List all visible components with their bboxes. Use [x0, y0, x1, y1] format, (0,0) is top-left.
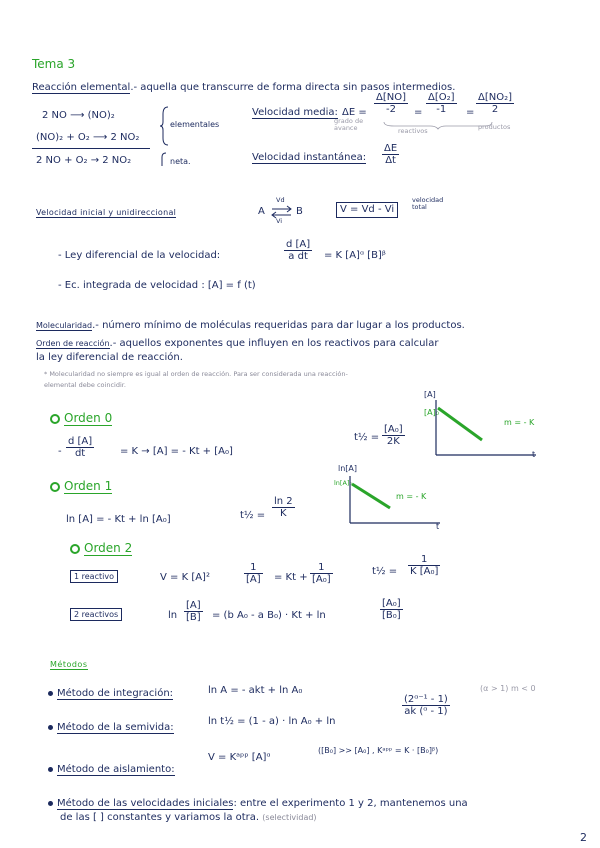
equation-3: 2 NO + O₂ → 2 NO₂	[36, 155, 132, 166]
equations-divider	[32, 148, 150, 149]
brace-under-fractions	[384, 120, 494, 130]
box-2-reactivos: 2 reactivos	[70, 608, 122, 621]
orden-0-half-label: t½ =	[354, 432, 380, 443]
orden-2-frac-4: $\frac{\text{[A₀]}}{\text{[B₀]}}$	[382, 598, 401, 621]
orden-2-rate-law: V = K [A]²	[160, 572, 210, 583]
molecularidad-term: Molecularidad	[36, 321, 93, 330]
velocidad-total-box: V = Vd - Vi	[336, 202, 398, 218]
equation-2: (NO)₂ + O₂ ⟶ 2 NO₂	[36, 132, 140, 143]
velocidad-media-lhs: ΔE =	[342, 107, 367, 118]
equation-1: 2 NO ⟶ (NO)₂	[42, 110, 115, 121]
velocidad-instantanea-frac: $\frac{\Delta E}{\Delta t}$	[384, 143, 398, 166]
brace-neta	[160, 152, 168, 168]
molecularidad-line	[36, 320, 465, 332]
graph1-y0-label: ln[A]₀	[334, 479, 353, 487]
orden-1-eq: ln [A] = - Kt + ln [A₀]	[66, 514, 171, 525]
unidireccional-title: Velocidad inicial y unidireccional	[36, 208, 177, 217]
orden-2-frac-2: $\frac{1}{\text{[A₀]}}$	[312, 562, 331, 585]
orden-0-eq: = K → [A] = - Kt + [A₀]	[120, 446, 233, 457]
orden-2-half-label: t½ =	[372, 566, 398, 577]
bullet-icon	[48, 725, 53, 730]
metodos-title: Métodos	[50, 660, 88, 669]
orden-2-ln: ln	[168, 610, 178, 621]
arrow-top-label: Vd	[276, 196, 285, 204]
orden-1-half-frac: $\frac{\ln 2}{K}$	[274, 496, 293, 519]
orden-reaccion-term: Orden de reacción	[36, 339, 110, 348]
graph0-y-label: [A]	[424, 390, 436, 399]
velocidad-media-label: Velocidad media:	[252, 107, 338, 118]
metodo-semivida-condition: (α > 1) m < 0	[480, 684, 536, 693]
page-heading: Tema 3	[32, 57, 76, 71]
brace-neta-label: netа.	[170, 157, 191, 166]
metodo-aislamiento: Método de aislamiento:	[48, 764, 175, 776]
orden-reaccion-line	[36, 338, 438, 350]
graph-orden-0	[434, 400, 538, 458]
graph1-y-label: ln[A]	[338, 464, 358, 473]
metodo-integracion: Método de integración:	[48, 688, 173, 700]
box-1-reactivo: 1 reactivo	[70, 570, 118, 583]
orden-reaccion-definition-2: la ley diferencial de reacción.	[36, 352, 183, 363]
ley-diferencial-frac: $\frac{d [A]}{\text{a dt}}$	[286, 239, 311, 262]
orden-0-half-frac: $\frac{\text{[A₀]}}{2K}$	[384, 424, 403, 447]
bullet-icon	[50, 482, 60, 492]
orden-0-frac: $\frac{d [A]}{dt}$	[68, 436, 93, 459]
reaccion-elemental-term: Reacción elemental	[32, 82, 131, 93]
orden-2-frac-1: $\frac{1}{[A]}$	[246, 562, 261, 585]
ley-diferencial-label: - Ley diferencial de la velocidad:	[58, 250, 221, 261]
graph1-x-label: t	[436, 522, 440, 531]
orden-2-title: Orden 2	[70, 542, 132, 556]
orden-2-eq-2: = (b A₀ - a B₀) · Kt + ln	[212, 610, 326, 621]
orden-0-title: Orden 0	[50, 412, 112, 426]
equals-sign-2: =	[466, 107, 475, 118]
metodo-integracion-eq: ln A = - akt + ln A₀	[208, 685, 303, 696]
metodo-semivida-frac: $\frac{\text{(2ᵅ⁻¹ - 1)}}{\text{ak (ᵅ - 1)}}$	[404, 694, 448, 717]
molecularidad-definition: .- número mínimo de moléculas requeridas para dar lugar a los productos.	[92, 320, 465, 331]
metodo-aislamiento-eq: V = Kᵃᵖᵖ [A]ᵅ	[208, 752, 271, 763]
velocidad-instantanea-label: Velocidad instantánea:	[252, 152, 367, 163]
reaccion-elemental-definition: .- aquella que transcurre de forma directa sin pasos intermedios.	[130, 82, 456, 93]
orden-reaccion-definition: .- aquellos exponentes que influyen en los reactivos para calcular	[109, 338, 439, 349]
brace-elementales	[160, 106, 170, 146]
graph-orden-1	[348, 476, 442, 526]
note-grado-avance: grado de avance	[334, 117, 364, 133]
arrow-bottom-label: Vi	[276, 217, 283, 225]
graph0-y0-label: [A]₀	[424, 408, 439, 417]
bullet-icon	[48, 767, 53, 772]
reaction-species-a: A	[258, 206, 265, 217]
orden-1-title: Orden 1	[50, 480, 112, 494]
metodo-velocidades-text-2: de las [ ] constantes y variamos la otra. (selectividad)	[60, 812, 317, 823]
velocidad-total-note: velocidad total	[412, 196, 444, 212]
velocidad-media-frac-no: $\frac{\Delta[NO]}{-2}$	[376, 92, 406, 115]
metodo-velocidades-iniciales: Método de las velocidades iniciales: entre el experimento 1 y 2, mantenemos una	[48, 798, 468, 810]
velocidad-media-frac-no2: $\frac{\text{Δ[NO₂]}}{2}$	[478, 92, 513, 115]
bullet-icon	[70, 544, 80, 554]
orden-2-frac-3: $\frac{[A]}{[B]}$	[186, 600, 201, 623]
metodo-aislamiento-condition: ([B₀] >> [A₀] , Kᵃᵖᵖ = K · [B₀]ᵝ)	[318, 746, 439, 755]
graph1-slope: m = - K	[396, 492, 427, 501]
bullet-icon	[50, 414, 60, 424]
orden-1-half-label: t½ =	[240, 510, 266, 521]
ecuacion-integrada: - Ec. integrada de velocidad : [A] = f (t)	[58, 280, 256, 291]
graph0-slope: m = - K	[504, 418, 535, 427]
equilibrium-arrows-icon	[271, 206, 293, 218]
bullet-icon	[48, 691, 53, 696]
graph0-x-label: t	[532, 450, 536, 459]
metodo-semivida-eq: ln t½ = (1 - a) · ln A₀ + ln	[208, 716, 336, 727]
orden-2-eq-mid: = Kt +	[274, 572, 308, 583]
brace-elementales-label: elementales	[170, 120, 220, 129]
reaction-species-b: B	[296, 206, 303, 217]
velocidad-media-frac-o2: $\frac{\text{Δ[O₂]}}{-1}$	[428, 92, 455, 115]
minus-sign: -	[58, 446, 62, 457]
metodo-semivida: Método de la semivida:	[48, 722, 174, 734]
equals-sign-1: =	[414, 107, 423, 118]
note-productos: productos	[478, 123, 511, 131]
pencil-note-2: elemental debe coincidir.	[44, 381, 126, 389]
bullet-icon	[48, 801, 53, 806]
ley-diferencial-rhs: = K [A]ᵅ [B]ᵝ	[324, 250, 386, 261]
note-reactivos: reactivos	[398, 127, 428, 135]
page-number: 2	[580, 831, 587, 844]
pencil-note-1: * Molecularidad no siempre es igual al orden de reacción. Para ser considerada una reacción-	[44, 370, 348, 378]
orden-2-half-frac: $\frac{1}{\text{K [A₀]}}$	[410, 554, 439, 577]
